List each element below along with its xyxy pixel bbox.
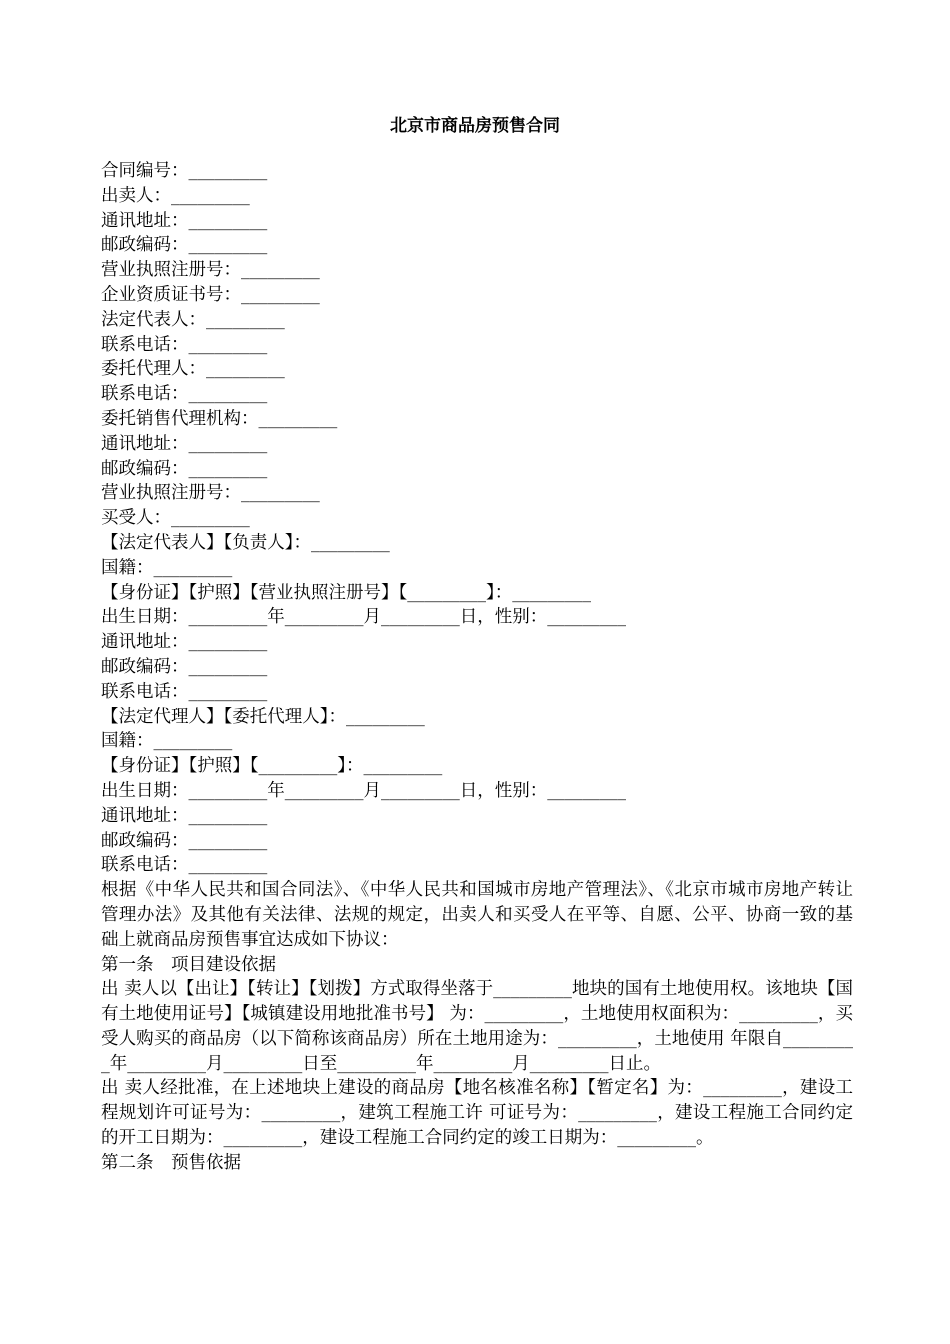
contract-field-line: 【法定代理人】【委托代理人】：_________ [101,706,425,727]
contract-field-line: 买受人：_________ [101,508,250,529]
contract-field-line: 委托代理人：_________ [101,359,285,380]
article-2-heading: 第二条 预售依据 [101,1152,241,1173]
contract-field-line: 国籍：_________ [101,731,233,752]
contract-field-line: 【法定代表人】【负责人】：_________ [101,532,390,553]
contract-field-line: 国籍：_________ [101,557,233,578]
contract-field-line: 委托销售代理机构：_________ [101,408,338,429]
contract-field-line: 通讯地址：_________ [101,805,268,826]
contract-field-line: 【身份证】【护照】【_________】：_________ [101,756,443,777]
document-body [101,159,853,1176]
contract-field-line: 企业资质证书号：_________ [101,284,320,305]
contract-field-line: 邮政编码：_________ [101,656,268,677]
contract-field-line: 出卖人：_________ [101,185,250,206]
contract-field-line: 出生日期：_________年_________月_________日，性别：_________ [101,780,626,801]
contract-field-line: 联系电话：_________ [101,681,268,702]
contract-field-line: 邮政编码：_________ [101,235,268,256]
contract-field-line: 【身份证】【护照】【营业执照注册号】【_________】：_________ [101,582,591,603]
contract-fields [101,159,853,878]
article-1-paragraph-2: 出 卖人经批准，在上述地块上建设的商品房【地名核准名称】【暂定名】为：_________，建设工程规划许可证号为：_________，建筑工程施工许 可证号为：_________，建设工程施工合同约定的开工日期为：_________，建设工程施工合同约定的竣工日期为：_________。 [101,1078,853,1149]
article-1-heading: 第一条 项目建设依据 [101,954,276,975]
contract-field-line: 邮政编码：_________ [101,458,268,479]
article-1-paragraph-1: 出 卖人以【出让】【转让】【划拨】方式取得坐落于_________地块的国有土地使用权。该地块【国有土地使用证号】【城镇建设用地批准书号】 为：_________，土地使用权面积为：_________，买受人购买的商品房（以下简称该商品房）所在土地用途为：_________，土地使用 年限自_________年_________月_________日至_________年_________月_________日止。 [101,979,853,1074]
contract-field-line: 合同编号：_________ [101,161,268,181]
contract-field-line: 法定代表人：_________ [101,309,285,330]
contract-field-line: 联系电话：_________ [101,334,268,355]
contract-field-line: 出生日期：_________年_________月_________日，性别：_________ [101,607,626,628]
contract-field-line: 通讯地址：_________ [101,210,268,231]
contract-field-line: 联系电话：_________ [101,855,268,876]
document-title: 北京市商品房预售合同 [390,116,560,136]
contract-field-line: 营业执照注册号：_________ [101,260,320,281]
contract-field-line: 营业执照注册号：_________ [101,483,320,504]
contract-field-line: 通讯地址：_________ [101,632,268,653]
preamble-paragraph: 根据《中华人民共和国合同法》、《中华人民共和国城市房地产管理法》、《北京市城市房地产转让管理办法》及其他有关法律、法规的规定，出卖人和买受人在平等、自愿、公平、协商一致的基础上就商品房预售事宜达成如下协议： [101,880,853,950]
contract-field-line: 联系电话：_________ [101,384,268,405]
contract-field-line: 邮政编码：_________ [101,830,268,851]
contract-field-line: 通讯地址：_________ [101,433,268,454]
